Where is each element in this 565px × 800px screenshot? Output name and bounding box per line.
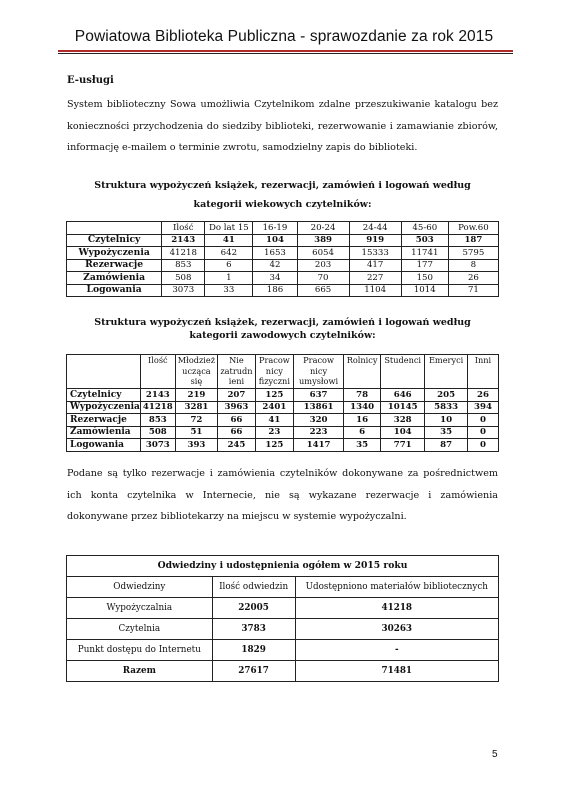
row-label: Wypożyczenia xyxy=(67,401,141,414)
column-header-line: Nie xyxy=(229,355,244,365)
table-cell: 0 xyxy=(467,426,498,439)
column-header xyxy=(467,355,498,389)
table-cell: 3073 xyxy=(140,439,175,452)
table2-caption-line1: Struktura wypożyczeń książek, rezerwacji, zamówień i logowań według xyxy=(94,317,471,328)
table-cell: 919 xyxy=(349,234,401,247)
table-corner-cell xyxy=(67,355,141,389)
visits-cell: 22005 xyxy=(212,598,295,619)
table-cell: 26 xyxy=(467,389,498,402)
table-cell: 125 xyxy=(255,439,293,452)
table-title-row xyxy=(67,556,499,577)
column-header xyxy=(218,355,255,389)
table-corner-cell xyxy=(67,222,162,235)
table1-caption xyxy=(67,176,498,214)
column-header xyxy=(425,355,468,389)
table-cell: 8 xyxy=(448,259,498,272)
row-label: Rezerwacje xyxy=(67,259,162,272)
table-cell: 1417 xyxy=(294,439,344,452)
table-cell: 1014 xyxy=(401,284,448,297)
column-header-line: Studenci xyxy=(384,355,422,365)
column-header-line: zatrudn xyxy=(220,365,253,376)
table-cell: 853 xyxy=(162,259,205,272)
table-cell: 187 xyxy=(448,234,498,247)
column-header: 20-24 xyxy=(297,222,349,235)
table-cell: 5795 xyxy=(448,247,498,260)
materials-cell: 41218 xyxy=(295,598,498,619)
age-category-table xyxy=(66,221,499,297)
table-header-row xyxy=(67,222,499,235)
column-header xyxy=(294,355,344,389)
visits-cell: 1829 xyxy=(212,640,295,661)
table-cell: 3963 xyxy=(218,401,255,414)
column-header-line: nicy xyxy=(310,365,328,376)
row-label: Czytelnia xyxy=(67,619,213,640)
table-cell: 87 xyxy=(425,439,468,452)
table-row xyxy=(67,401,499,414)
table-cell: 35 xyxy=(425,426,468,439)
column-header-line: Pracow xyxy=(258,355,290,365)
table-cell: 771 xyxy=(381,439,425,452)
table-cell: 637 xyxy=(294,389,344,402)
table-cell: 16 xyxy=(344,414,381,427)
table-row xyxy=(67,284,499,297)
table-row xyxy=(67,389,499,402)
table-cell: 10 xyxy=(425,414,468,427)
table-cell: 10145 xyxy=(381,401,425,414)
row-label: Punkt dostępu do Internetu xyxy=(67,640,213,661)
table-cell: 6 xyxy=(205,259,253,272)
table-cell: 1340 xyxy=(344,401,381,414)
table-cell: 1104 xyxy=(349,284,401,297)
materials-cell: 30263 xyxy=(295,619,498,640)
row-label: Zamówienia xyxy=(67,272,162,285)
row-label: Czytelnicy xyxy=(67,389,141,402)
table-cell: 394 xyxy=(467,401,498,414)
table-cell: 2401 xyxy=(255,401,293,414)
header-rule-red xyxy=(58,50,513,52)
visits-cell: 3783 xyxy=(212,619,295,640)
visits-table xyxy=(66,555,499,682)
column-header-line: Rolnicy xyxy=(346,355,378,365)
table1-caption-line2: kategorii wiekowych czytelników: xyxy=(193,199,372,210)
table-cell: 227 xyxy=(349,272,401,285)
page-header-title: Powiatowa Biblioteka Publiczna - sprawozdanie za rok 2015 xyxy=(74,28,494,45)
table-cell: 51 xyxy=(175,426,218,439)
table-cell: 328 xyxy=(381,414,425,427)
table-cell: 177 xyxy=(401,259,448,272)
table-cell: 1 xyxy=(205,272,253,285)
column-header: Odwiedziny xyxy=(67,577,213,598)
table-cell: 15333 xyxy=(349,247,401,260)
page-number: 5 xyxy=(492,749,498,760)
column-header-line: ucząca xyxy=(182,365,211,376)
column-header-line: fizyczni xyxy=(258,376,290,386)
table-cell: 33 xyxy=(205,284,253,297)
column-header-line: ieni xyxy=(228,376,245,386)
visits-cell: 27617 xyxy=(212,661,295,682)
row-label: Zamówienia xyxy=(67,426,141,439)
table-cell: 23 xyxy=(255,426,293,439)
table-row xyxy=(67,640,499,661)
table-cell: 186 xyxy=(253,284,297,297)
column-header: Udostępniono materiałów bibliotecznych xyxy=(295,577,498,598)
column-header: 24-44 xyxy=(349,222,401,235)
column-header-line: Ilość xyxy=(148,355,168,365)
table-cell: 2143 xyxy=(162,234,205,247)
table-cell: 42 xyxy=(253,259,297,272)
column-header: 16-19 xyxy=(253,222,297,235)
table-cell: 3281 xyxy=(175,401,218,414)
table-cell: 66 xyxy=(218,426,255,439)
table-cell: 35 xyxy=(344,439,381,452)
table-cell: 1653 xyxy=(253,247,297,260)
table-cell: 0 xyxy=(467,414,498,427)
table2-caption-line2: kategorii zawodowych czytelników: xyxy=(189,330,376,341)
column-header-line: nicy xyxy=(265,365,283,376)
table-cell: 219 xyxy=(175,389,218,402)
column-header xyxy=(255,355,293,389)
table-cell: 389 xyxy=(297,234,349,247)
table-row xyxy=(67,598,499,619)
occupation-category-table xyxy=(66,354,499,452)
table-row xyxy=(67,272,499,285)
table-title: Odwiedziny i udostępnienia ogółem w 2015 roku xyxy=(67,556,499,577)
table-cell: 245 xyxy=(218,439,255,452)
table-cell: 646 xyxy=(381,389,425,402)
table-cell: 72 xyxy=(175,414,218,427)
table-cell: 71 xyxy=(448,284,498,297)
table-row xyxy=(67,661,499,682)
row-label: Wypożyczenia xyxy=(67,247,162,260)
table-cell: 6 xyxy=(344,426,381,439)
column-header-line: Emeryci xyxy=(428,355,464,365)
table-cell: 41 xyxy=(255,414,293,427)
row-label: Rezerwacje xyxy=(67,414,141,427)
table-cell: 853 xyxy=(140,414,175,427)
table1-caption-line1: Struktura wypożyczeń książek, rezerwacji, zamówień i logowań według xyxy=(94,180,471,191)
table-cell: 34 xyxy=(253,272,297,285)
table-cell: 665 xyxy=(297,284,349,297)
table-header-row xyxy=(67,577,499,598)
row-label: Razem xyxy=(67,661,213,682)
note-paragraph: Podane są tylko rezerwacje i zamówienia czytelników dokonywane za pośrednictwem ich konta czytelnika w Internecie, nie są wykazane rezerwacje i zamówienia dokonywane przez bibliotekarzy na miejscu w systemie wypożyczalni. xyxy=(67,468,498,522)
materials-cell: - xyxy=(295,640,498,661)
table-cell: 6054 xyxy=(297,247,349,260)
table-cell: 203 xyxy=(297,259,349,272)
table-cell: 503 xyxy=(401,234,448,247)
table-cell: 207 xyxy=(218,389,255,402)
table-cell: 11741 xyxy=(401,247,448,260)
row-label: Logowania xyxy=(67,284,162,297)
table-cell: 13861 xyxy=(294,401,344,414)
table-row xyxy=(67,234,499,247)
table-row xyxy=(67,414,499,427)
table-cell: 205 xyxy=(425,389,468,402)
table-cell: 66 xyxy=(218,414,255,427)
table-cell: 2143 xyxy=(140,389,175,402)
table-cell: 508 xyxy=(162,272,205,285)
table-cell: 78 xyxy=(344,389,381,402)
table-cell: 41 xyxy=(205,234,253,247)
column-header: 45-60 xyxy=(401,222,448,235)
intro-paragraph: System biblioteczny Sowa umożliwia Czytelnikom zdalne przeszukiwanie katalogu bez konieczności przychodzenia do siedziby biblioteki, rezerwowanie i zamawianie zbiorów, informację e-mailem o terminie zwrotu, samodzielny zapis do biblioteki. xyxy=(67,99,498,153)
table-cell: 5833 xyxy=(425,401,468,414)
table-cell: 41218 xyxy=(140,401,175,414)
column-header: Pow.60 xyxy=(448,222,498,235)
table-cell: 104 xyxy=(253,234,297,247)
table-row xyxy=(67,439,499,452)
table-row xyxy=(67,426,499,439)
table-header-row xyxy=(67,355,499,389)
table-cell: 125 xyxy=(255,389,293,402)
table-cell: 3073 xyxy=(162,284,205,297)
table-cell: 320 xyxy=(294,414,344,427)
table-row xyxy=(67,619,499,640)
table-cell: 393 xyxy=(175,439,218,452)
table-cell: 508 xyxy=(140,426,175,439)
materials-cell: 71481 xyxy=(295,661,498,682)
table-cell: 417 xyxy=(349,259,401,272)
table-row xyxy=(67,259,499,272)
column-header xyxy=(344,355,381,389)
column-header-line: Inni xyxy=(474,355,492,365)
table-cell: 642 xyxy=(205,247,253,260)
header-rule-dark xyxy=(58,53,513,54)
section-title: E-usługi xyxy=(67,75,114,86)
table-cell: 104 xyxy=(381,426,425,439)
table-cell: 0 xyxy=(467,439,498,452)
table-cell: 150 xyxy=(401,272,448,285)
row-label: Wypożyczalnia xyxy=(67,598,213,619)
column-header-line: się xyxy=(190,376,203,386)
column-header-line: Pracow xyxy=(303,355,334,365)
table2-caption xyxy=(67,316,498,342)
column-header: Do lat 15 xyxy=(205,222,253,235)
table-cell: 41218 xyxy=(162,247,205,260)
column-header xyxy=(175,355,218,389)
table-cell: 70 xyxy=(297,272,349,285)
column-header: Ilość xyxy=(162,222,205,235)
column-header xyxy=(140,355,175,389)
column-header-line: Młodzież xyxy=(177,355,216,365)
column-header xyxy=(381,355,425,389)
row-label: Logowania xyxy=(67,439,141,452)
row-label: Czytelnicy xyxy=(67,234,162,247)
table-cell: 26 xyxy=(448,272,498,285)
column-header-line: umysłowi xyxy=(299,376,339,386)
table-cell: 223 xyxy=(294,426,344,439)
column-header: Ilość odwiedzin xyxy=(212,577,295,598)
table-row xyxy=(67,247,499,260)
